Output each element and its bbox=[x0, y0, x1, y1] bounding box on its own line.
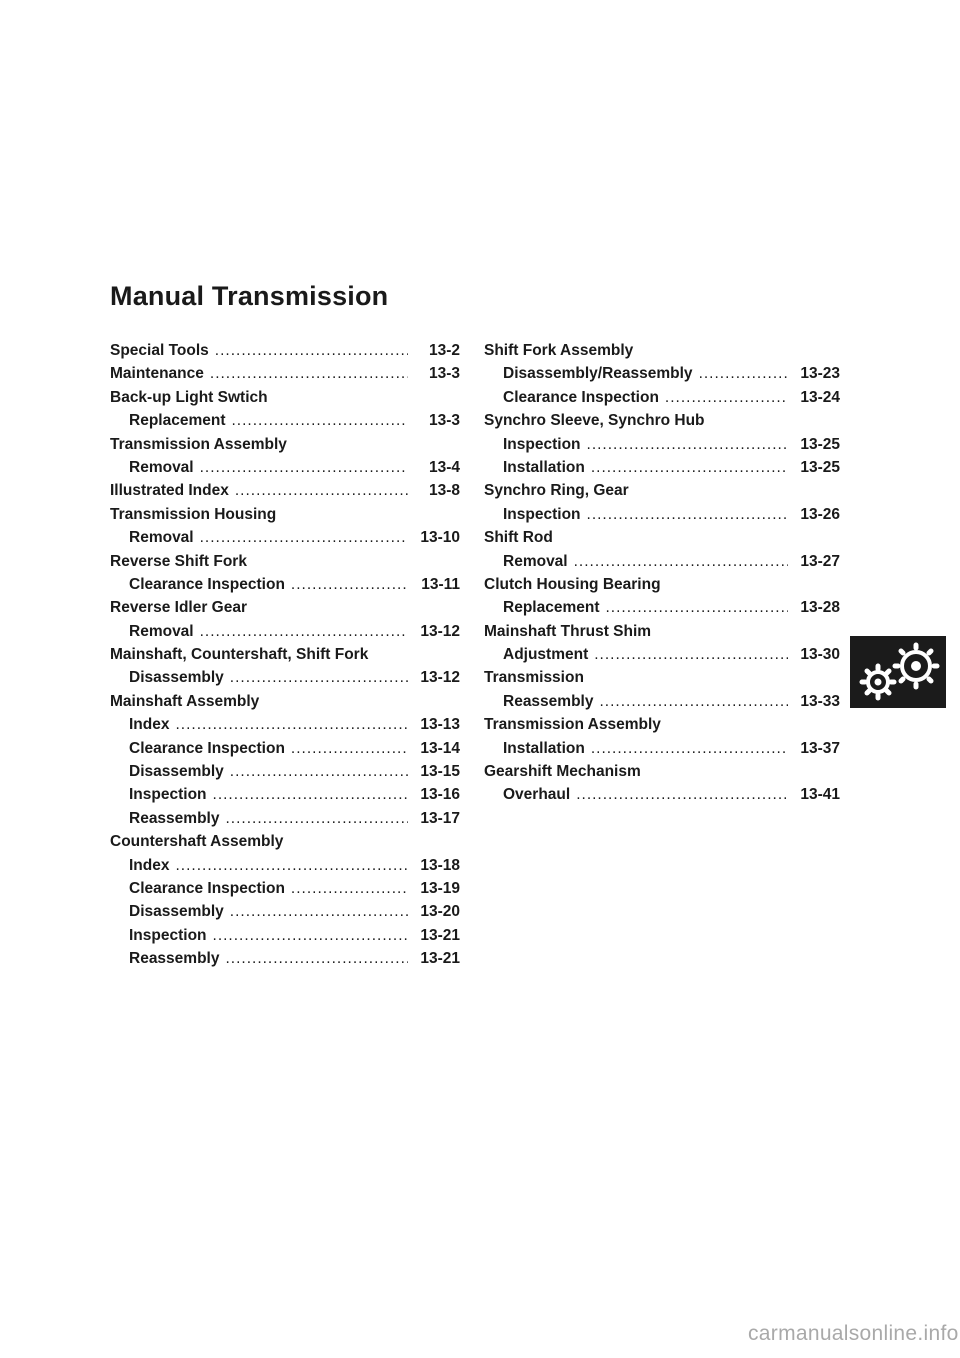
dot-leader bbox=[175, 716, 408, 734]
toc-subentry bbox=[484, 646, 840, 669]
toc-heading bbox=[110, 506, 460, 529]
toc-heading bbox=[110, 482, 460, 505]
toc-page-number: 13-25 bbox=[800, 458, 840, 476]
toc-subentry bbox=[484, 459, 840, 482]
toc-heading bbox=[484, 763, 840, 786]
toc-label: Installation bbox=[503, 739, 585, 757]
toc-label: Reverse Shift Fork bbox=[110, 552, 247, 570]
toc-entry bbox=[110, 342, 460, 365]
toc-label: Inspection bbox=[129, 786, 207, 804]
toc-page-number: 13-27 bbox=[800, 552, 840, 570]
toc-label: Overhaul bbox=[503, 786, 571, 804]
toc-subentry bbox=[110, 950, 460, 973]
toc-page-number: 13-3 bbox=[428, 412, 460, 430]
toc-heading bbox=[484, 576, 840, 599]
toc-entry bbox=[110, 436, 460, 483]
toc-label: Reverse Idler Gear bbox=[110, 599, 248, 617]
toc-page-number: 13-10 bbox=[420, 529, 460, 547]
dot-leader bbox=[213, 786, 408, 804]
dot-leader bbox=[576, 786, 788, 804]
dot-leader bbox=[225, 950, 408, 968]
toc-page-number: 13-8 bbox=[428, 482, 460, 500]
toc-label: Removal bbox=[129, 622, 194, 640]
toc-subentry bbox=[484, 740, 840, 763]
dot-leader bbox=[225, 810, 408, 828]
toc-right-column bbox=[484, 342, 840, 810]
toc-page-number: 13-30 bbox=[800, 646, 840, 664]
toc-subentry bbox=[110, 880, 460, 903]
toc-heading bbox=[484, 482, 840, 505]
toc-page-number: 13-21 bbox=[420, 950, 460, 968]
toc-entry bbox=[110, 389, 460, 436]
toc-label: Mainshaft Thrust Shim bbox=[484, 622, 652, 640]
toc-page-number: 13-18 bbox=[420, 856, 460, 874]
toc-page-number: 13-20 bbox=[420, 903, 460, 921]
toc-label: Reassembly bbox=[129, 950, 220, 968]
toc-subentry bbox=[484, 786, 840, 809]
toc-heading bbox=[110, 646, 460, 669]
watermark: carmanualsonline.info bbox=[748, 1322, 959, 1345]
gears-icon bbox=[850, 636, 946, 708]
toc-subentry bbox=[484, 599, 840, 622]
toc-subentry bbox=[110, 927, 460, 950]
toc-page-number: 13-25 bbox=[800, 435, 840, 453]
toc-label: Removal bbox=[503, 552, 568, 570]
toc-label: Clearance Inspection bbox=[129, 575, 285, 593]
dot-leader bbox=[200, 459, 408, 477]
toc-page-number: 13-37 bbox=[800, 739, 840, 757]
dot-leader bbox=[200, 623, 408, 641]
toc-page-number: 13-12 bbox=[420, 622, 460, 640]
dot-leader bbox=[231, 412, 408, 430]
dot-leader bbox=[291, 880, 408, 898]
dot-leader bbox=[291, 576, 408, 594]
toc-page-number: 13-26 bbox=[800, 505, 840, 523]
page-title: Manual Transmission bbox=[110, 281, 389, 311]
toc-heading bbox=[484, 529, 840, 552]
toc-subentry bbox=[110, 716, 460, 739]
toc-subentry bbox=[110, 576, 460, 599]
toc-page-number: 13-3 bbox=[428, 365, 460, 383]
toc-heading bbox=[110, 365, 460, 388]
toc-entry bbox=[110, 506, 460, 553]
dot-leader bbox=[591, 459, 788, 477]
toc-heading bbox=[110, 833, 460, 856]
toc-heading bbox=[110, 599, 460, 622]
toc-entry bbox=[110, 833, 460, 973]
toc-page-number: 13-16 bbox=[420, 786, 460, 804]
toc-page-number: 13-15 bbox=[420, 763, 460, 781]
toc-entry bbox=[110, 482, 460, 505]
toc-heading bbox=[484, 623, 840, 646]
toc-entry bbox=[484, 576, 840, 623]
toc-label: Disassembly bbox=[129, 903, 224, 921]
toc-entry bbox=[484, 482, 840, 529]
toc-label: Transmission Housing bbox=[110, 505, 277, 523]
toc-subentry bbox=[110, 623, 460, 646]
toc-page-number: 13-12 bbox=[420, 669, 460, 687]
toc-label: Back-up Light Swtich bbox=[110, 388, 268, 406]
dot-leader bbox=[591, 740, 788, 758]
toc-entry bbox=[110, 365, 460, 388]
toc-label: Reassembly bbox=[503, 692, 594, 710]
toc-label: Transmission Assembly bbox=[484, 716, 661, 734]
dot-leader bbox=[605, 599, 788, 617]
toc-entry bbox=[110, 553, 460, 600]
toc-label: Clutch Housing Bearing bbox=[484, 575, 661, 593]
toc-label: Adjustment bbox=[503, 646, 589, 664]
toc-page-number: 13-2 bbox=[428, 342, 460, 359]
toc-heading bbox=[110, 389, 460, 412]
toc-heading bbox=[484, 669, 840, 692]
toc-subentry bbox=[110, 412, 460, 435]
toc-page-number: 13-28 bbox=[800, 599, 840, 617]
toc-subentry bbox=[110, 459, 460, 482]
toc-heading bbox=[484, 342, 840, 365]
toc-left-column bbox=[110, 342, 460, 974]
toc-entry bbox=[484, 716, 840, 763]
toc-subentry bbox=[484, 436, 840, 459]
toc-label: Transmission Assembly bbox=[110, 435, 287, 453]
dot-leader bbox=[215, 342, 408, 360]
dot-leader bbox=[200, 529, 408, 547]
toc-page-number: 13-11 bbox=[421, 575, 460, 593]
toc-entry bbox=[484, 763, 840, 810]
toc-label: Shift Rod bbox=[484, 529, 553, 547]
toc-label: Synchro Ring, Gear bbox=[484, 482, 629, 500]
toc-subentry bbox=[484, 693, 840, 716]
toc-heading bbox=[110, 553, 460, 576]
toc-label: Clearance Inspection bbox=[503, 388, 659, 406]
toc-heading bbox=[484, 412, 840, 435]
toc-label: Clearance Inspection bbox=[129, 879, 285, 897]
toc-subentry bbox=[110, 669, 460, 692]
toc-label: Disassembly/Reassembly bbox=[503, 365, 693, 383]
toc-label: Removal bbox=[129, 458, 194, 476]
dot-leader bbox=[230, 669, 408, 687]
dot-leader bbox=[230, 903, 408, 921]
toc-label: Gearshift Mechanism bbox=[484, 763, 641, 781]
toc-label: Replacement bbox=[129, 412, 226, 430]
toc-page-number: 13-33 bbox=[800, 692, 840, 710]
dot-leader bbox=[574, 553, 788, 571]
dot-leader bbox=[175, 857, 408, 875]
section-badge bbox=[850, 636, 946, 708]
toc-subentry bbox=[110, 529, 460, 552]
toc-label: Inspection bbox=[503, 435, 581, 453]
toc-page-number: 13-13 bbox=[420, 716, 460, 734]
toc-entry bbox=[110, 693, 460, 833]
toc-page-number: 13-41 bbox=[800, 786, 840, 804]
toc-label: Inspection bbox=[503, 505, 581, 523]
dot-leader bbox=[699, 365, 788, 383]
toc-subentry bbox=[110, 857, 460, 880]
toc-entry bbox=[484, 342, 840, 412]
dot-leader bbox=[213, 927, 408, 945]
dot-leader bbox=[665, 389, 788, 407]
toc-entry bbox=[484, 623, 840, 670]
toc-entry bbox=[484, 669, 840, 716]
toc-label: Maintenance bbox=[110, 365, 204, 383]
toc-subentry bbox=[110, 740, 460, 763]
toc-heading bbox=[110, 436, 460, 459]
toc-entry bbox=[484, 412, 840, 482]
toc-subentry bbox=[484, 389, 840, 412]
toc-heading bbox=[110, 693, 460, 716]
toc-subentry bbox=[484, 365, 840, 388]
toc-entry bbox=[110, 599, 460, 646]
dot-leader bbox=[594, 646, 788, 664]
toc-page-number: 13-24 bbox=[800, 388, 840, 406]
toc-label: Index bbox=[129, 716, 170, 734]
toc-subentry bbox=[110, 786, 460, 809]
toc-label: Index bbox=[129, 856, 170, 874]
dot-leader bbox=[210, 365, 408, 383]
dot-leader bbox=[291, 740, 408, 758]
toc-label: Special Tools bbox=[110, 342, 209, 359]
toc-subentry bbox=[484, 506, 840, 529]
toc-label: Removal bbox=[129, 529, 194, 547]
toc-label: Disassembly bbox=[129, 669, 224, 687]
toc-entry bbox=[110, 646, 460, 693]
toc-label: Synchro Sleeve, Synchro Hub bbox=[484, 412, 705, 430]
dot-leader bbox=[587, 506, 788, 524]
toc-subentry bbox=[110, 810, 460, 833]
toc-label: Installation bbox=[503, 458, 585, 476]
toc-heading bbox=[484, 716, 840, 739]
dot-leader bbox=[599, 693, 788, 711]
toc-label: Reassembly bbox=[129, 809, 220, 827]
toc-page-number: 13-21 bbox=[420, 926, 460, 944]
toc-label: Replacement bbox=[503, 599, 600, 617]
toc-page-number: 13-14 bbox=[420, 739, 460, 757]
toc-subentry bbox=[484, 553, 840, 576]
toc-page-number: 13-4 bbox=[428, 458, 460, 476]
toc-page-number: 13-17 bbox=[420, 809, 460, 827]
toc-label: Countershaft Assembly bbox=[110, 833, 284, 851]
toc-label: Transmission bbox=[484, 669, 584, 687]
toc-page-number: 13-23 bbox=[800, 365, 840, 383]
dot-leader bbox=[587, 436, 788, 454]
toc-page-number: 13-19 bbox=[420, 879, 460, 897]
dot-leader bbox=[230, 763, 408, 781]
toc-label: Mainshaft Assembly bbox=[110, 692, 260, 710]
toc-entry bbox=[484, 529, 840, 576]
toc-subentry bbox=[110, 903, 460, 926]
toc-label: Inspection bbox=[129, 926, 207, 944]
toc-label: Disassembly bbox=[129, 763, 224, 781]
toc-label: Illustrated Index bbox=[110, 482, 229, 500]
toc-heading bbox=[110, 342, 460, 365]
toc-label: Clearance Inspection bbox=[129, 739, 285, 757]
toc-label: Shift Fork Assembly bbox=[484, 342, 634, 359]
dot-leader bbox=[235, 482, 408, 500]
toc-subentry bbox=[110, 763, 460, 786]
toc-label: Mainshaft, Countershaft, Shift Fork bbox=[110, 646, 369, 664]
